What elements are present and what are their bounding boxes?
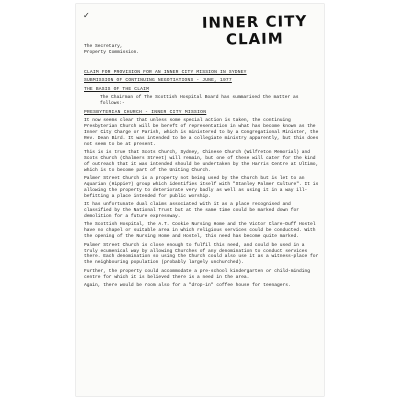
- document-body: [84, 70, 320, 292]
- handwritten-title-line-2: CLAIM: [225, 29, 284, 49]
- body-paragraph: The Scottish Hospital, the A.T. Cookie Nursing Home and the Victor Clare-Duff Hostel have no chapel or suitable area in which religious services could be conducted. With the opening of the Nursing Home and Hostel, this need has become quite marked.: [84, 222, 316, 240]
- section-heading: PRESBYTERIAN CHURCH - INNER CITY MISSION: [84, 109, 207, 115]
- handwritten-title-line-1: INNER CITY: [201, 12, 308, 32]
- body-paragraph: It now seems clear that unless some special action is taken, the continuing Presbyterian Church will be bereft of representation in what has become known as the Inner City Charge or Parish, which is ministered to by a Congregational Minister, the Rev. Dean Bird. It was intended to be a collegiate ministry apparently, but this does not seem to be at present.: [84, 117, 319, 147]
- addressee-line-1: The Secretary,: [84, 44, 123, 49]
- document-page: [76, 4, 324, 396]
- body-paragraph: Palmer Street Church is a property not being used by the Church but is let to an Aquarian (Hippie?) group which identifies itself with "Stanley Palmer Culture". It is allowing the property to deteriorate very badly as well as using it in a way ill-befitting a place intended for public worship.: [84, 176, 319, 199]
- corner-check-mark: ✓: [83, 11, 90, 20]
- heading-submission: SUBMISSION OF CONTINUING NEGOTIATIONS - JUNE, 1977: [84, 78, 232, 84]
- handwritten-title: [202, 13, 308, 49]
- addressee-line-2: Property Commission.: [84, 50, 140, 55]
- addressee: [84, 44, 139, 56]
- body-paragraph: Again, there would be room also for a "drop-in" coffee house for teenagers.: [84, 283, 291, 289]
- body-paragraph: It has unfortunate dual claims associated with it as a place recognised and classified by the National Trust but at the same time could be marked down for demolition for a future expressway.: [84, 202, 300, 220]
- body-paragraph: Further, the property could accommodate a pre-school kindergarten or child-minding centre for which it is believed there is a need in the area.: [84, 268, 311, 280]
- intro-paragraph: The Chairman of The Scottish Hospital Board has summarised the matter as follows:-: [100, 95, 299, 107]
- heading-claim: CLAIM FOR PROVISION FOR AN INNER CITY MISSION IN SYDNEY: [84, 70, 247, 75]
- body-paragraph: This is is true that Scots Church, Sydney, Chinese Church (Wilfreton Memorial) and Scots Church (Chalmers Street) will remain, but one of these will cater for the kind of outreach that it was intended should be undertaken by the Harris Centre at Ultimo, which is to become part of the Uniting Church.: [84, 149, 319, 173]
- body-paragraph: Palmer Street Church is close enough to fulfil this need, and could be used in a truly ecumenical way by allowing Churches of any denomination to conduct services there. Each denomination so using the Church could also use it as a witness-place for the neighbouring population (probably largely unchurched).: [84, 242, 319, 266]
- heading-basis: THE BASIS OF THE CLAIM: [84, 86, 150, 92]
